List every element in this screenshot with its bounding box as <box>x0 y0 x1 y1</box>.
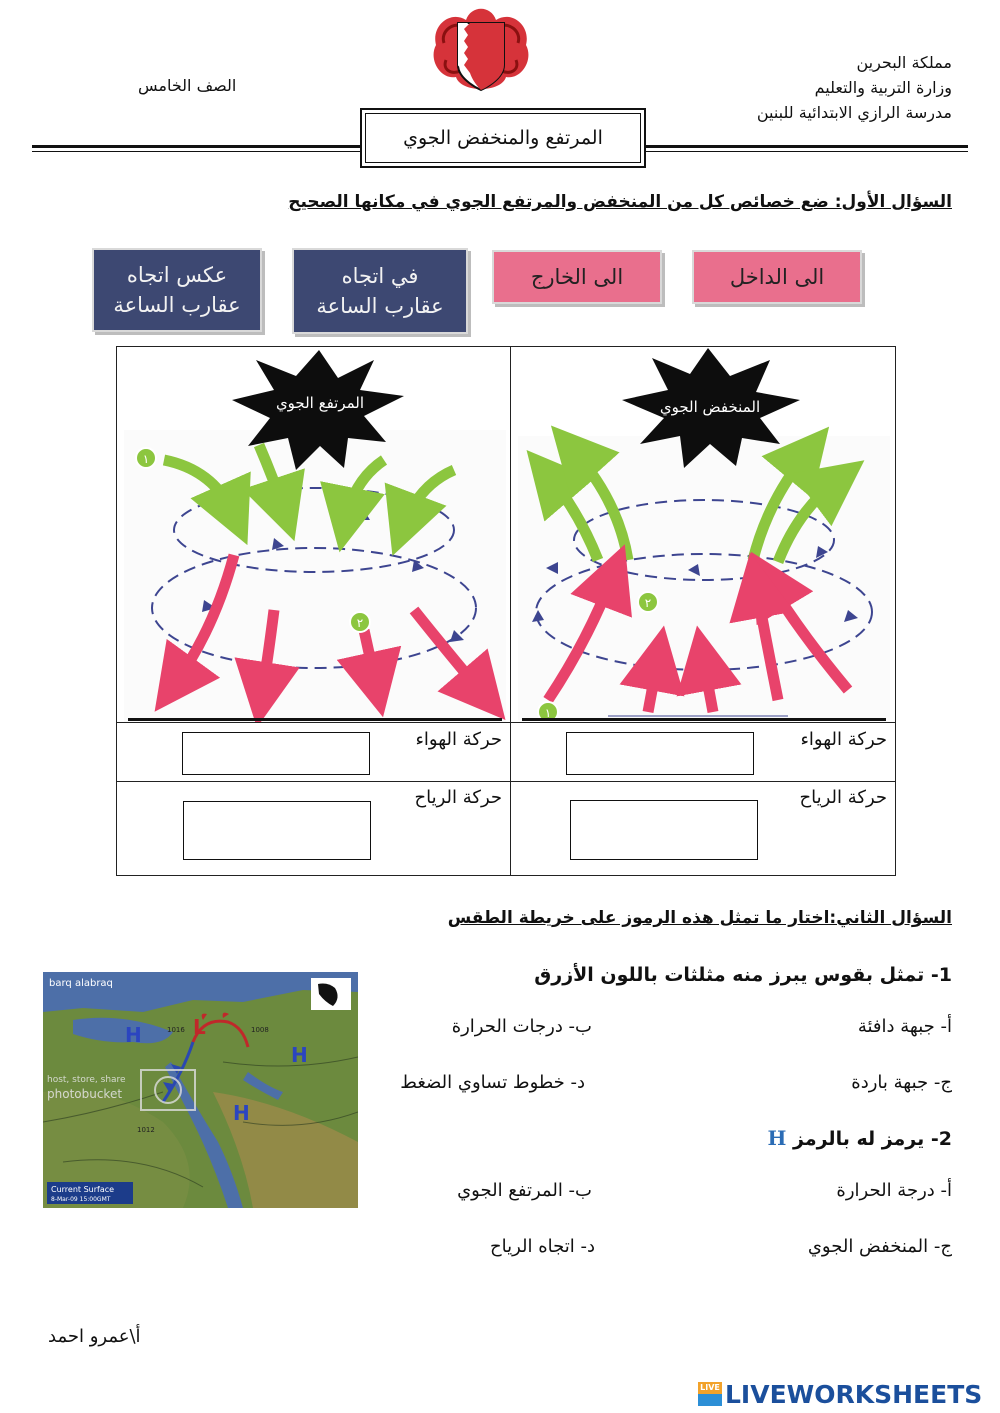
question2-item1: 1- تمثل بقوس يبرز منه مثلثات باللون الأزرق <box>534 964 952 986</box>
bahrain-emblem <box>426 5 536 95</box>
chip-clockwise-line1: في اتجاه <box>341 264 419 288</box>
question2-prompt: السؤال الثاني:اختار ما تمثل هذه الرموز على خريطة الطقس <box>447 908 952 928</box>
item2-symbol: H <box>767 1126 787 1150</box>
chip-outward-label: الى الخارج <box>530 265 624 289</box>
page-title: المرتفع والمنخفض الجوي <box>360 108 646 168</box>
high-wind-label: حركة الرياح <box>414 787 502 808</box>
map-brand: barq alabraq <box>49 978 113 989</box>
question1-prompt <box>288 192 952 212</box>
map-isobar-1012: 1012 <box>137 1126 155 1134</box>
chip-counterclockwise[interactable] <box>92 248 262 332</box>
low-wind-drop-zone[interactable] <box>570 800 758 860</box>
table-divider <box>510 346 511 875</box>
item2-option-a[interactable]: أ- درجة الحرارة <box>836 1180 952 1201</box>
high-pressure-label: المرتفع الجوي <box>275 394 365 412</box>
chip-clockwise[interactable] <box>292 248 468 334</box>
logo-badge-icon <box>698 1382 722 1406</box>
high-wind-drop-zone[interactable] <box>183 801 371 860</box>
school-info <box>652 50 952 125</box>
map-watermark-2: photobucket <box>47 1087 123 1101</box>
low-air-label: حركة الهواء <box>800 729 887 750</box>
chip-counterclockwise-line1: عكس اتجاه <box>126 263 228 287</box>
high-pressure-diagram <box>124 350 506 722</box>
item2-text: 2- يرمز له بالرمز <box>793 1128 952 1150</box>
high-baseline <box>128 718 502 721</box>
map-high-2: H <box>291 1043 308 1067</box>
map-isobar-1008: 1008 <box>251 1026 269 1034</box>
item2-option-d[interactable]: د- اتجاه الرياح <box>489 1236 595 1257</box>
chip-clockwise-line2: عقارب الساعة <box>316 294 444 318</box>
map-high-3: H <box>233 1101 250 1125</box>
low-air-drop-zone[interactable] <box>566 732 754 775</box>
logo-badge-text: LIVE <box>698 1382 722 1394</box>
logo-text: LIVEWORKSHEETS <box>725 1379 983 1409</box>
map-high-1: H <box>125 1023 142 1047</box>
table-row-line-1 <box>116 722 895 723</box>
author-name: أ\عمرو احمد <box>48 1326 141 1347</box>
map-low: L <box>193 1015 206 1039</box>
item1-option-d[interactable]: د- خطوط تساوي الضغط <box>400 1072 585 1093</box>
chip-inward[interactable] <box>692 250 862 304</box>
low-marker-2-text: ٢ <box>644 596 652 610</box>
item1-option-c[interactable]: ج- جبهة باردة <box>851 1072 952 1093</box>
table-row-line-2 <box>116 781 895 782</box>
item2-option-c[interactable]: ج- المنخفض الجوي <box>807 1236 952 1257</box>
liveworksheets-logo <box>698 1379 982 1409</box>
question2-item2 <box>768 1126 953 1150</box>
item1-option-b[interactable]: ب- درجات الحرارة <box>451 1016 592 1037</box>
chip-counterclockwise-line2: عقارب الساعة <box>113 293 241 317</box>
question1-text: : ضع خصائص كل من المنخفض والمرتفع الجوي في مكانها الصحيح <box>288 192 842 212</box>
kingdom-line: مملكة البحرين <box>856 53 952 72</box>
chip-inward-label: الى الداخل <box>729 265 825 289</box>
grade-label: الصف الخامس <box>138 76 237 95</box>
high-marker-2-text: ٢ <box>356 616 364 630</box>
high-marker-1-text: ١ <box>142 452 150 466</box>
low-wind-label: حركة الرياح <box>799 787 887 808</box>
map-caption-1: Current Surface <box>51 1185 115 1194</box>
high-air-label: حركة الهواء <box>415 729 502 750</box>
chip-outward[interactable] <box>492 250 662 304</box>
low-pressure-diagram <box>518 340 890 720</box>
school-line: مدرسة الرازي الابتدائية للبنين <box>756 103 952 122</box>
question1-label: السؤال الأول <box>841 192 952 212</box>
map-caption-2: 8-Mar-09 15:00GMT <box>51 1196 111 1203</box>
item1-option-a[interactable]: أ- جبهة دافئة <box>857 1016 952 1037</box>
item2-option-b[interactable]: ب- المرتفع الجوي <box>457 1180 592 1201</box>
low-baseline <box>522 718 886 721</box>
ministry-line: وزارة التربية والتعليم <box>814 78 952 97</box>
low-pressure-label: المنخفض الجوي <box>659 398 761 416</box>
map-watermark-1: host, store, share <box>47 1075 126 1085</box>
map-isobar-1016: 1016 <box>167 1026 185 1034</box>
low-marker-1-text: ١ <box>544 706 552 720</box>
high-air-drop-zone[interactable] <box>182 732 370 775</box>
weather-map <box>43 972 358 1208</box>
